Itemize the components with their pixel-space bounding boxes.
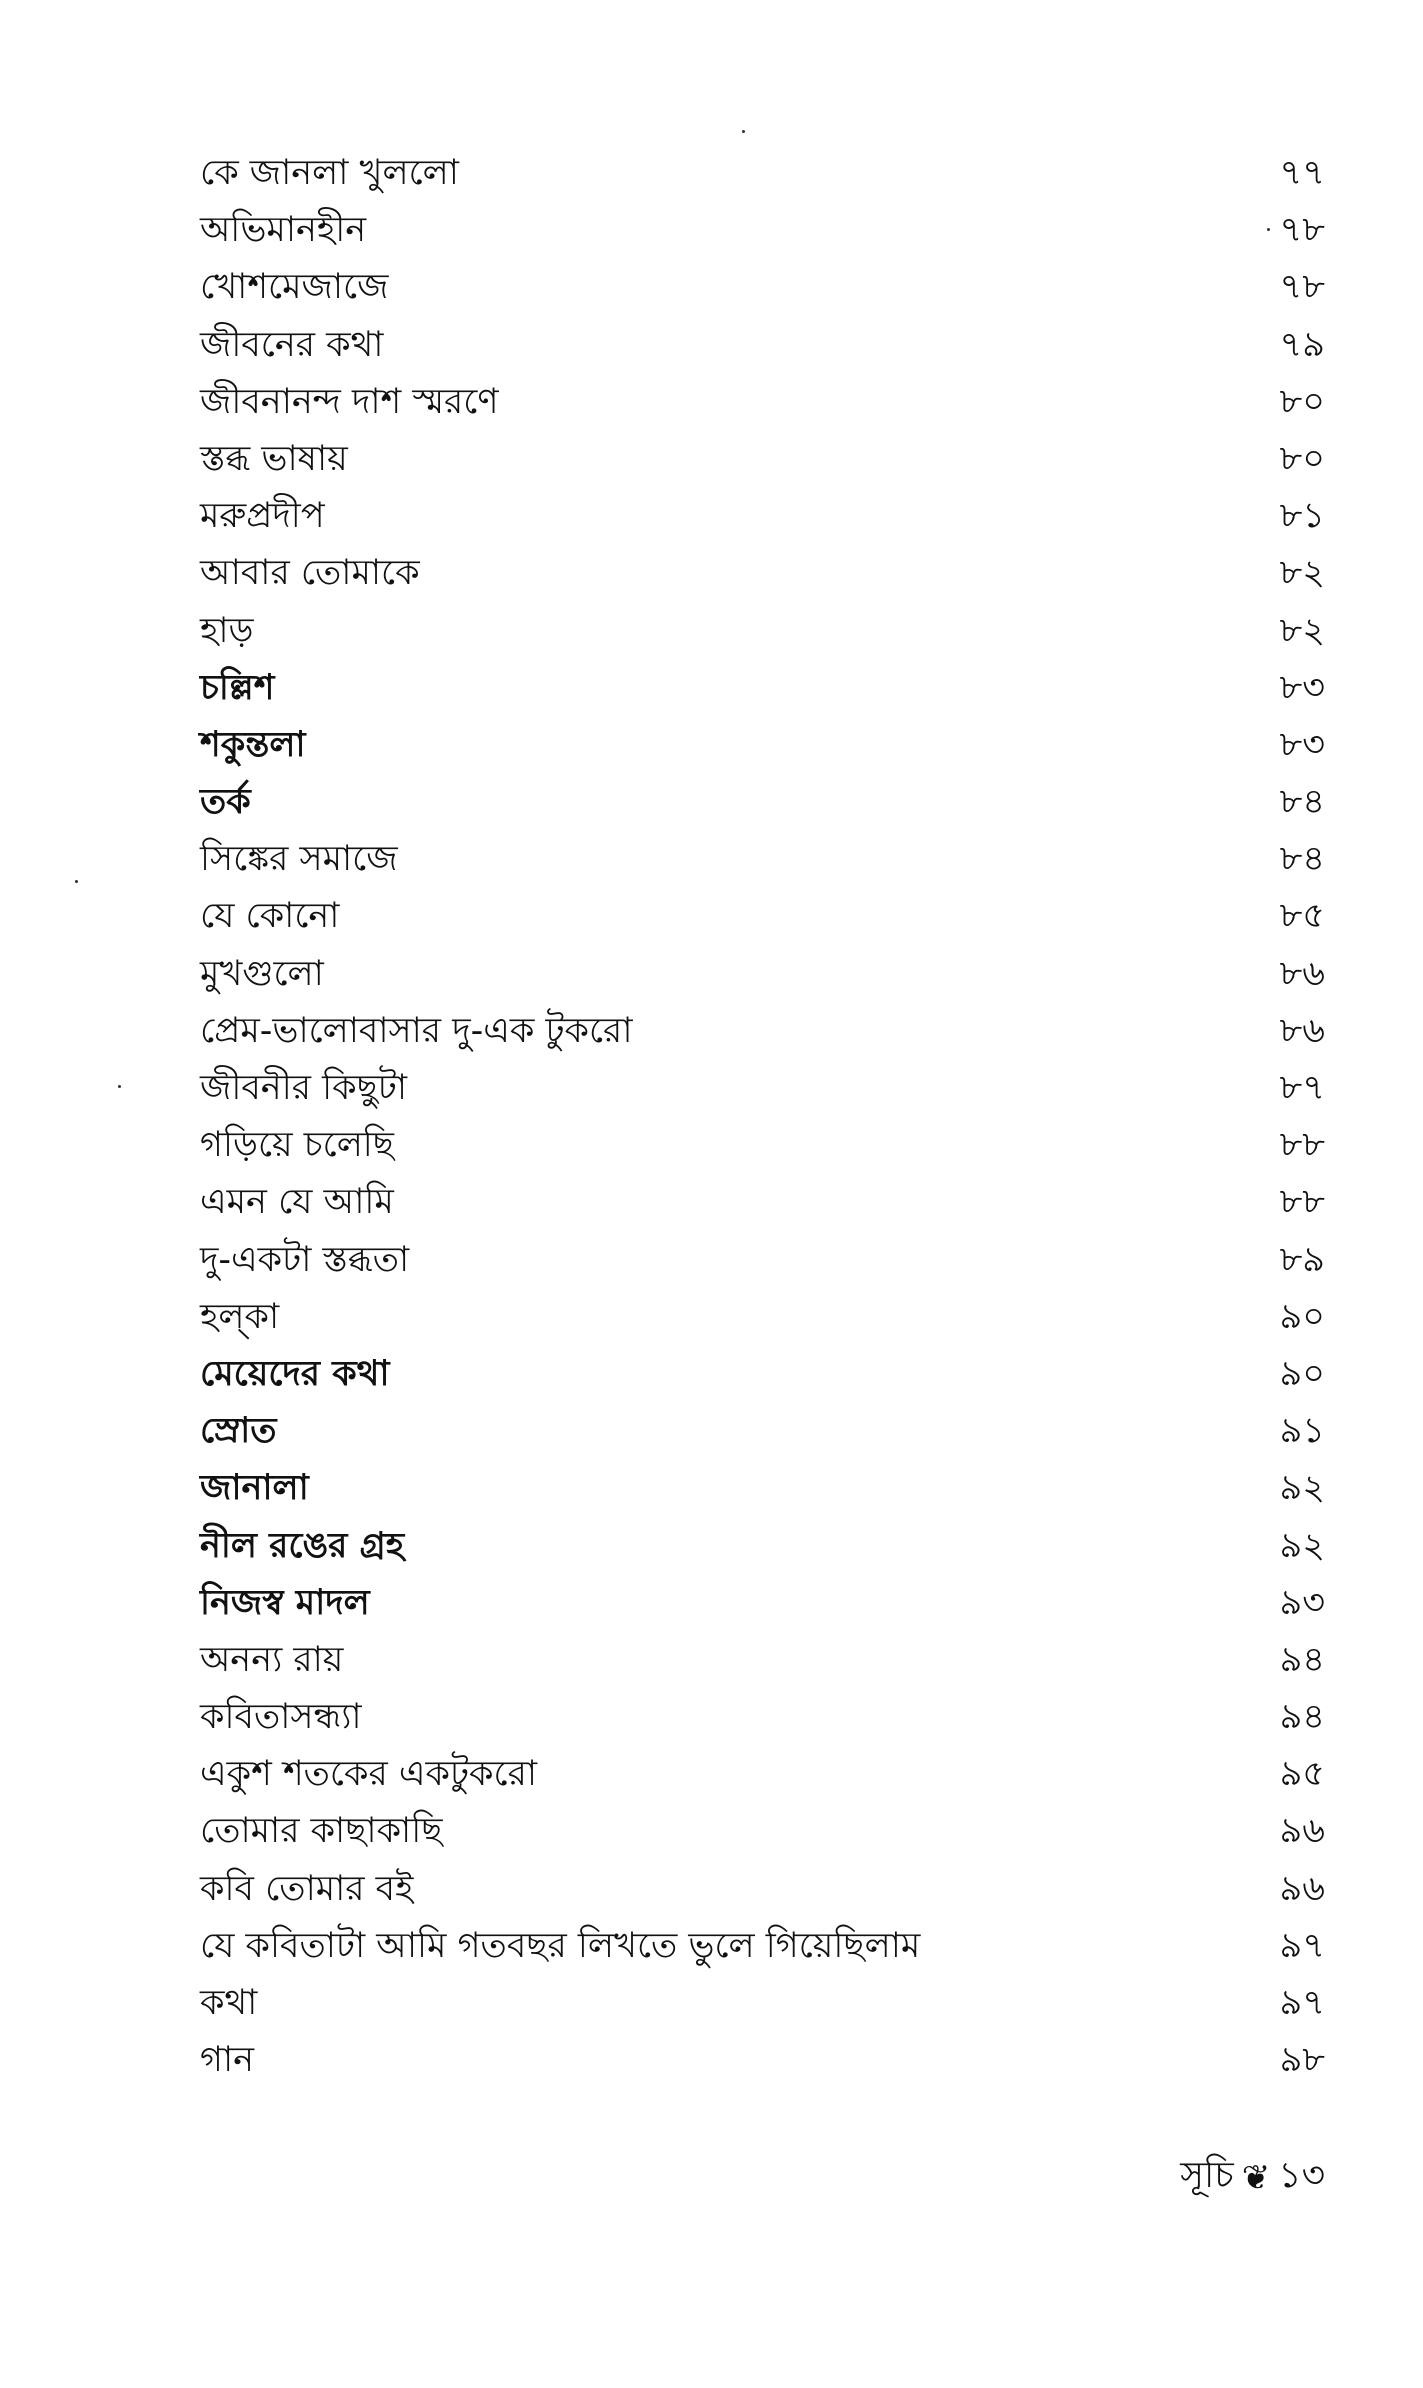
toc-entry <box>200 717 1325 774</box>
toc-entry <box>200 888 1325 945</box>
toc-entry-page: ৮০ <box>1279 438 1325 479</box>
toc-entry-title: খোশমেজাজে <box>200 267 389 308</box>
toc-entry <box>200 1232 1325 1289</box>
toc-entry-title: মুখগুলো <box>200 953 324 994</box>
toc-entry-page: ৯৮ <box>1279 2040 1325 2081</box>
toc-entry-page: ৭৭ <box>1279 153 1325 193</box>
toc-entry-page: ৮৭ <box>1279 1068 1325 1108</box>
toc-entry <box>200 488 1325 545</box>
toc-entry-title: কথা <box>200 1983 258 2023</box>
toc-entry <box>200 545 1325 602</box>
toc-entry-title: জানালা <box>200 1468 309 1509</box>
toc-entry-page: ৯৪ <box>1279 1639 1325 1680</box>
toc-entry <box>200 831 1325 888</box>
toc-entry <box>200 1003 1325 1060</box>
toc-entry-title: জীবনীর কিছুটা <box>200 1068 408 1108</box>
toc-entry-page: ৮৬ <box>1279 1010 1325 1051</box>
toc-entry-page: ৯৬ <box>1279 1868 1325 1909</box>
toc-entry-title: অনন্য রায় <box>200 1639 344 1680</box>
page-number: ১৩ <box>1278 2155 1325 2196</box>
toc-entry-page: ৮২ <box>1279 610 1325 651</box>
toc-entry-title: দু-একটা স্তব্ধতা <box>200 1239 410 1280</box>
toc-entry <box>200 1346 1325 1403</box>
toc-entry-page: ৭৮ <box>1279 267 1325 308</box>
toc-entry-title: সিঙ্কের সমাজে <box>200 839 398 880</box>
toc-entry <box>200 1861 1325 1918</box>
toc-entry-page: ৮৯ <box>1279 1239 1325 1280</box>
ink-speck <box>75 880 78 883</box>
toc-entry <box>200 1632 1325 1689</box>
toc-entry <box>200 1060 1325 1117</box>
toc-entry <box>200 1174 1325 1231</box>
toc-entry-page: ৮২ <box>1279 553 1325 594</box>
toc-entry <box>200 2032 1325 2089</box>
toc-entry-page: ৮০ <box>1279 381 1325 422</box>
toc-entry-title: স্রোত <box>200 1411 277 1452</box>
toc-entry <box>200 145 1325 202</box>
toc-entry-page: ৯৭ <box>1279 1983 1325 2023</box>
toc-entry <box>200 1918 1325 1975</box>
page-footer <box>1180 2148 1325 2208</box>
toc-entry <box>200 1403 1325 1460</box>
toc-entry-page: ৯০ <box>1279 1353 1325 1394</box>
toc-entry <box>200 774 1325 831</box>
toc-entry-page: ৮৩ <box>1279 667 1325 708</box>
toc-entry-title: যে কবিতাটা আমি গতবছর লিখতে ভুলে গিয়েছিলাম <box>200 1925 921 1966</box>
toc-entry-title: তর্ক <box>200 782 251 823</box>
toc-entry-title: মেয়েদের কথা <box>200 1353 390 1394</box>
toc-entry-page: ৮৩ <box>1279 724 1325 765</box>
toc-entry <box>200 1289 1325 1346</box>
toc-entry-title: নীল রঙের গ্রহ <box>200 1525 405 1566</box>
toc-entry <box>200 1689 1325 1746</box>
toc-entry-page: ৮৮ <box>1279 1125 1325 1166</box>
table-of-contents <box>200 145 1325 2089</box>
toc-entry-page: ৯২ <box>1279 1468 1325 1509</box>
toc-entry-title: হাড় <box>200 610 254 651</box>
toc-entry-page: ৯৭ <box>1279 1925 1325 1966</box>
toc-entry <box>200 946 1325 1003</box>
toc-entry-title: যে কোনো <box>200 896 340 937</box>
toc-entry-page: ৯৫ <box>1279 1754 1325 1795</box>
toc-entry <box>200 1518 1325 1575</box>
toc-entry-page: ৮১ <box>1279 496 1325 537</box>
toc-entry-page: ৯০ <box>1279 1296 1325 1337</box>
toc-entry-title: কবি তোমার বই <box>200 1868 414 1909</box>
toc-entry <box>200 1575 1325 1632</box>
toc-entry-title: মরুপ্রদীপ <box>200 496 325 537</box>
toc-entry-title: জীবনানন্দ দাশ স্মরণে <box>200 381 499 422</box>
toc-entry-title: তোমার কাছাকাছি <box>200 1811 443 1852</box>
toc-entry-title: আবার তোমাকে <box>200 553 420 594</box>
toc-entry-title: কে জানলা খুললো <box>200 153 459 193</box>
toc-entry-title: একুশ শতকের একটুকরো <box>200 1754 537 1795</box>
toc-entry <box>200 603 1325 660</box>
toc-entry <box>200 1746 1325 1803</box>
toc-entry <box>200 259 1325 316</box>
toc-entry <box>200 374 1325 431</box>
toc-entry-page: ৯৬ <box>1279 1811 1325 1852</box>
toc-entry <box>200 317 1325 374</box>
ink-speck <box>118 1085 121 1088</box>
toc-entry <box>200 660 1325 717</box>
toc-entry-title: অভিমানহীন <box>200 210 367 251</box>
toc-entry-page: ৮৪ <box>1279 839 1325 880</box>
toc-entry-title: জীবনের কথা <box>200 324 384 365</box>
toc-entry-title: এমন যে আমি <box>200 1182 394 1223</box>
toc-entry-page: ৮৬ <box>1279 953 1325 994</box>
toc-entry-page: ৮৮ <box>1279 1182 1325 1223</box>
toc-entry <box>200 1117 1325 1174</box>
toc-entry-title: প্রেম-ভালোবাসার দু-এক টুকরো <box>200 1010 633 1051</box>
toc-entry-title: নিজস্ব মাদল <box>200 1582 370 1623</box>
ornament-icon: ❦ <box>1241 2158 1271 2198</box>
toc-entry-title: চল্লিশ <box>200 667 275 708</box>
toc-entry-title: গান <box>200 2040 254 2081</box>
toc-entry-page: ৯২ <box>1279 1525 1325 1566</box>
toc-entry-page: ৯৩ <box>1279 1582 1325 1623</box>
toc-entry-page: ৭৮ <box>1279 210 1325 251</box>
toc-entry-title: কবিতাসন্ধ্যা <box>200 1697 362 1738</box>
toc-entry <box>200 1460 1325 1517</box>
toc-entry-title: গড়িয়ে চলেছি <box>200 1125 394 1166</box>
toc-entry-title: শকুন্তলা <box>200 724 306 765</box>
toc-entry-page: ৭৯ <box>1279 324 1325 365</box>
toc-entry <box>200 1803 1325 1860</box>
toc-entry-page: ৯৪ <box>1279 1697 1325 1738</box>
toc-entry <box>200 1975 1325 2032</box>
toc-entry-page: ৯১ <box>1279 1411 1325 1452</box>
ink-speck <box>742 130 745 133</box>
toc-entry-title: হল্‌কা <box>200 1296 280 1337</box>
footer-label: সূচি <box>1180 2155 1234 2196</box>
toc-entry-title: স্তব্ধ ভাষায় <box>200 438 348 479</box>
toc-entry-page: ৮৪ <box>1279 782 1325 823</box>
toc-entry <box>200 202 1325 259</box>
toc-entry-page: ৮৫ <box>1279 896 1325 937</box>
toc-entry <box>200 431 1325 488</box>
